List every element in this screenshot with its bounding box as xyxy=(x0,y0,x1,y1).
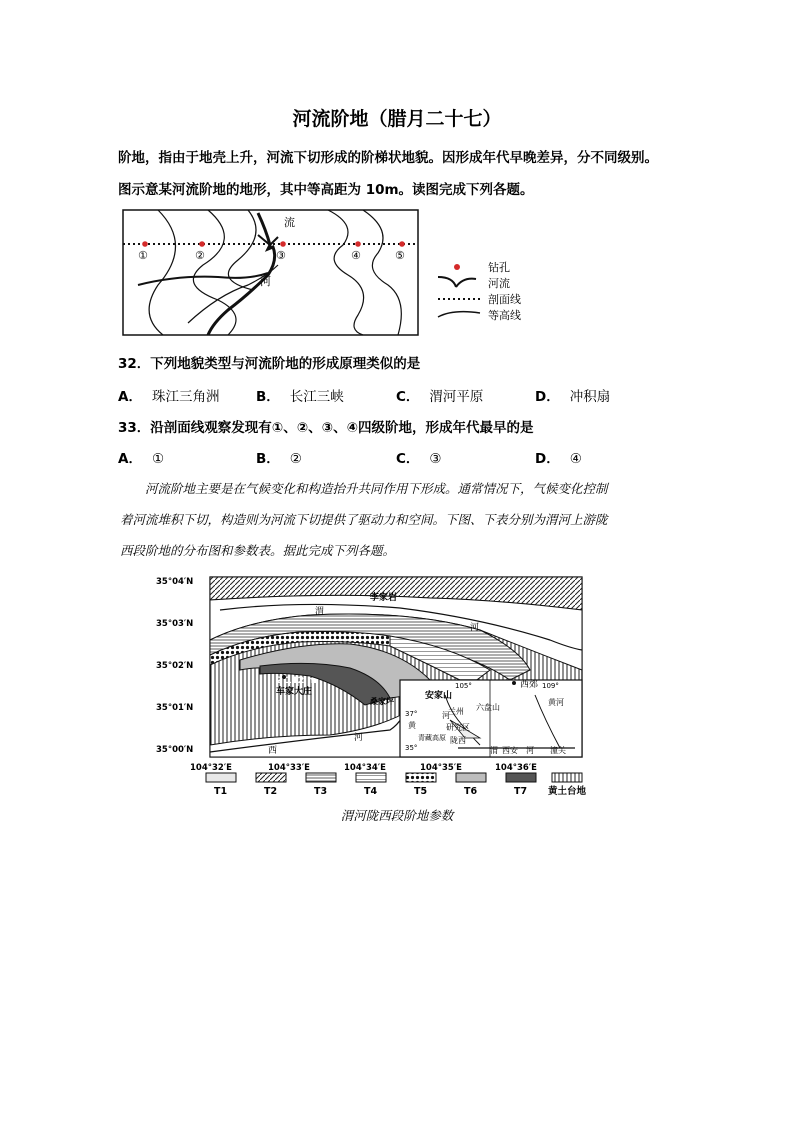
label-sangjia: 桑家坪 xyxy=(370,697,394,706)
label-xijiao: 西郊 xyxy=(520,680,539,690)
borehole-dot xyxy=(142,241,148,247)
inset-wei-line: 渭 xyxy=(490,746,498,755)
lon-label: 104°36′E xyxy=(495,763,537,773)
legend-swatch-t2 xyxy=(256,773,286,782)
river-terrace-map xyxy=(118,205,538,340)
legend-t3: T3 xyxy=(314,786,328,797)
borehole-dot xyxy=(355,241,361,247)
wei-river-terrace-map xyxy=(150,570,610,800)
inset-lat35: 35° xyxy=(405,744,418,752)
page-title: 河流阶地（腊月二十七） xyxy=(292,108,502,130)
inset-lon105: 105° xyxy=(455,682,472,690)
label-elev: 2 112 m xyxy=(276,676,317,686)
lon-label: 104°34′E xyxy=(344,763,386,773)
legend-borehole-icon xyxy=(454,264,460,270)
label-andian: 安家山 xyxy=(425,691,453,701)
q32-option-b[interactable]: B． 长江三峡 xyxy=(256,389,344,405)
inset-lat37: 37° xyxy=(405,710,418,718)
lon-label: 104°35′E xyxy=(420,763,462,773)
inset-huang-right: 黄河 xyxy=(548,698,564,707)
passage-line-2: 着河流堆积下切，构造则为河流下切提供了驱动力和空间。下图、下表分别为渭河上游陇 xyxy=(120,512,608,527)
lat-label: 35°00′N xyxy=(156,745,194,755)
legend-profile: 剖面线 xyxy=(488,293,521,306)
q32-option-a[interactable]: A． 珠江三角洲 xyxy=(118,389,220,405)
lat-label: 35°01′N xyxy=(156,703,194,713)
legend-contour: 等高线 xyxy=(488,309,521,322)
xijiao-dot xyxy=(512,681,516,685)
inset-qing: 青藏高原 xyxy=(418,734,446,742)
lon-label: 104°33′E xyxy=(268,763,310,773)
point-4: ④ xyxy=(351,249,361,262)
q32-option-c[interactable]: C． 渭河平原 xyxy=(396,389,484,405)
legend-t1: T1 xyxy=(214,786,228,797)
lon-label: 104°32′E xyxy=(190,763,232,773)
legend-t7: T7 xyxy=(514,786,528,797)
legend-swatch-t3 xyxy=(306,773,336,782)
inset-he-line: 河 xyxy=(526,746,534,755)
inset-lanzhou: 兰州 xyxy=(448,707,464,716)
passage-line-3: 西段阶地的分布图和参数表。据此完成下列各题。 xyxy=(120,543,396,558)
inset-he-left: 河 xyxy=(442,711,450,720)
question-33: 33．沿剖面线观察发现有①、②、③、④四级阶地，形成年代最早的是 xyxy=(118,420,534,436)
lat-label: 35°03′N xyxy=(156,619,194,629)
legend-swatch-t4 xyxy=(356,773,386,782)
lat-label: 35°04′N xyxy=(156,577,194,587)
inset-tongguan: 潼关 xyxy=(550,746,566,755)
legend-t2: T2 xyxy=(264,786,278,797)
q33-option-c[interactable]: C． ③ xyxy=(396,451,442,467)
point-2: ② xyxy=(195,249,205,262)
inset-lon109: 109° xyxy=(542,682,559,690)
label-wei: 渭 xyxy=(315,607,325,617)
question-32: 32．下列地貌类型与河流阶地的形成原理类似的是 xyxy=(118,356,421,372)
legend-t6: T6 xyxy=(464,786,478,797)
legend-river-icon xyxy=(438,277,476,287)
point-1: ① xyxy=(138,249,148,262)
figure-caption: 渭河陇西段阶地参数 xyxy=(340,808,454,823)
borehole-dot xyxy=(199,241,205,247)
legend-swatch-t1 xyxy=(206,773,236,782)
borehole-dot xyxy=(399,241,405,247)
label-he: 河 xyxy=(260,275,271,288)
label-xi: 西 xyxy=(268,746,278,756)
point-5: ⑤ xyxy=(395,249,405,262)
label-chejia: 车家大庄 xyxy=(276,687,313,697)
passage-line-1: 河流阶地主要是在气候变化和构造抬升共同作用下形成。通常情况下，气候变化控制 xyxy=(145,481,608,496)
q33-option-b[interactable]: B． ② xyxy=(256,451,302,467)
legend-swatch-t5 xyxy=(406,773,436,782)
inset-longxi: 陇西 xyxy=(450,736,466,745)
q33-option-d[interactable]: D． ④ xyxy=(535,451,582,467)
lat-label: 35°02′N xyxy=(156,661,194,671)
legend-swatch-t6 xyxy=(456,773,486,782)
label-lijiaya: 李家岩 xyxy=(370,593,398,603)
label-he-south: 河 xyxy=(354,733,364,743)
q32-option-d[interactable]: D． 冲积扇 xyxy=(535,389,611,405)
intro-line-1: 阶地，指由于地壳上升，河流下切形成的阶梯状地貌。因形成年代早晚差异，分不同级别。 xyxy=(118,150,658,166)
legend-swatch-t7 xyxy=(506,773,536,782)
legend-t5: T5 xyxy=(414,786,428,797)
legend-loess: 黄土台地 xyxy=(548,786,587,797)
inset-yanjiu: 研究区 xyxy=(446,723,470,732)
point-3: ③ xyxy=(276,249,286,262)
inset-xian: 西安 xyxy=(502,746,518,755)
label-he-north: 河 xyxy=(470,623,480,633)
q33-option-a[interactable]: A． ① xyxy=(118,451,165,467)
legend-swatch-loess xyxy=(552,773,582,782)
borehole-dot xyxy=(280,241,286,247)
intro-line-2: 图示意某河流阶地的地形，其中等高距为 10m。读图完成下列各题。 xyxy=(118,182,534,198)
legend-t4: T4 xyxy=(364,786,378,797)
label-liu: 流 xyxy=(284,216,295,229)
legend-contour-icon xyxy=(438,312,480,317)
inset-liupan: 六盘山 xyxy=(476,703,500,712)
legend-river: 河流 xyxy=(488,277,510,290)
inset-huang-left: 黄 xyxy=(408,721,416,730)
legend-borehole: 钻孔 xyxy=(488,261,510,274)
